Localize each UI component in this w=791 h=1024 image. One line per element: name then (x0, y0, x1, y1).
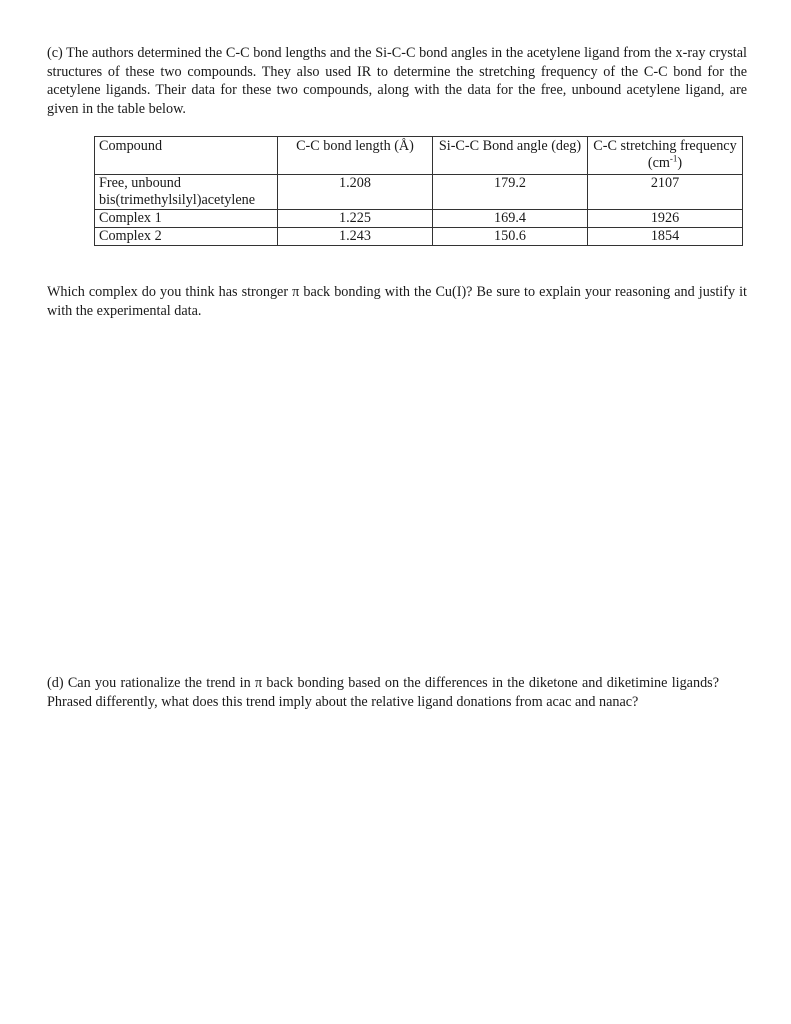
cell-bond-angle: 169.4 (433, 210, 588, 228)
cell-frequency: 2107 (588, 175, 743, 210)
part-c-intro: (c) The authors determined the C-C bond lengths and the Si-C-C bond angles in the acetylene ligand from the x-ray crystal structures of these two compounds. They also used IR to determine the stretching frequency of the C-C bond for the acetylene ligands. Their data for these two compounds, along with the data for the free, unbound acetylene ligand, are given in the table below. (47, 45, 747, 117)
cell-frequency: 1926 (588, 210, 743, 228)
header-stretching-frequency (588, 137, 743, 175)
cell-bond-length: 1.225 (278, 210, 433, 228)
header-freq-text: C-C stretching frequency (cm (593, 138, 737, 171)
part-d-question: (d) Can you rationalize the trend in π back bonding based on the differences in the diketone and diketimine ligands? Phrased differently, what does this trend imply about the relative ligand donations from acac and nanac? (47, 675, 719, 710)
cell-compound: Complex 1 (95, 210, 278, 228)
cell-bond-angle: 179.2 (433, 175, 588, 210)
cell-frequency: 1854 (588, 228, 743, 246)
cell-bond-length: 1.208 (278, 175, 433, 210)
cell-compound: Complex 2 (95, 228, 278, 246)
table-header-row (95, 137, 743, 175)
cell-compound: Free, unbound bis(trimethylsilyl)acetylene (95, 175, 278, 210)
part-c-question: Which complex do you think has stronger π back bonding with the Cu(I)? Be sure to explain your reasoning and justify it with the experimental data. (47, 284, 747, 319)
header-freq-unit-exponent: -1 (669, 153, 678, 164)
header-bond-length: C-C bond length (Å) (278, 137, 433, 175)
data-table (94, 136, 743, 246)
table-row (95, 228, 743, 246)
cell-bond-length: 1.243 (278, 228, 433, 246)
table-row (95, 210, 743, 228)
table-row (95, 175, 743, 210)
header-compound: Compound (95, 137, 278, 175)
header-freq-close: ) (677, 155, 683, 171)
header-bond-angle: Si-C-C Bond angle (deg) (433, 137, 588, 175)
cell-bond-angle: 150.6 (433, 228, 588, 246)
